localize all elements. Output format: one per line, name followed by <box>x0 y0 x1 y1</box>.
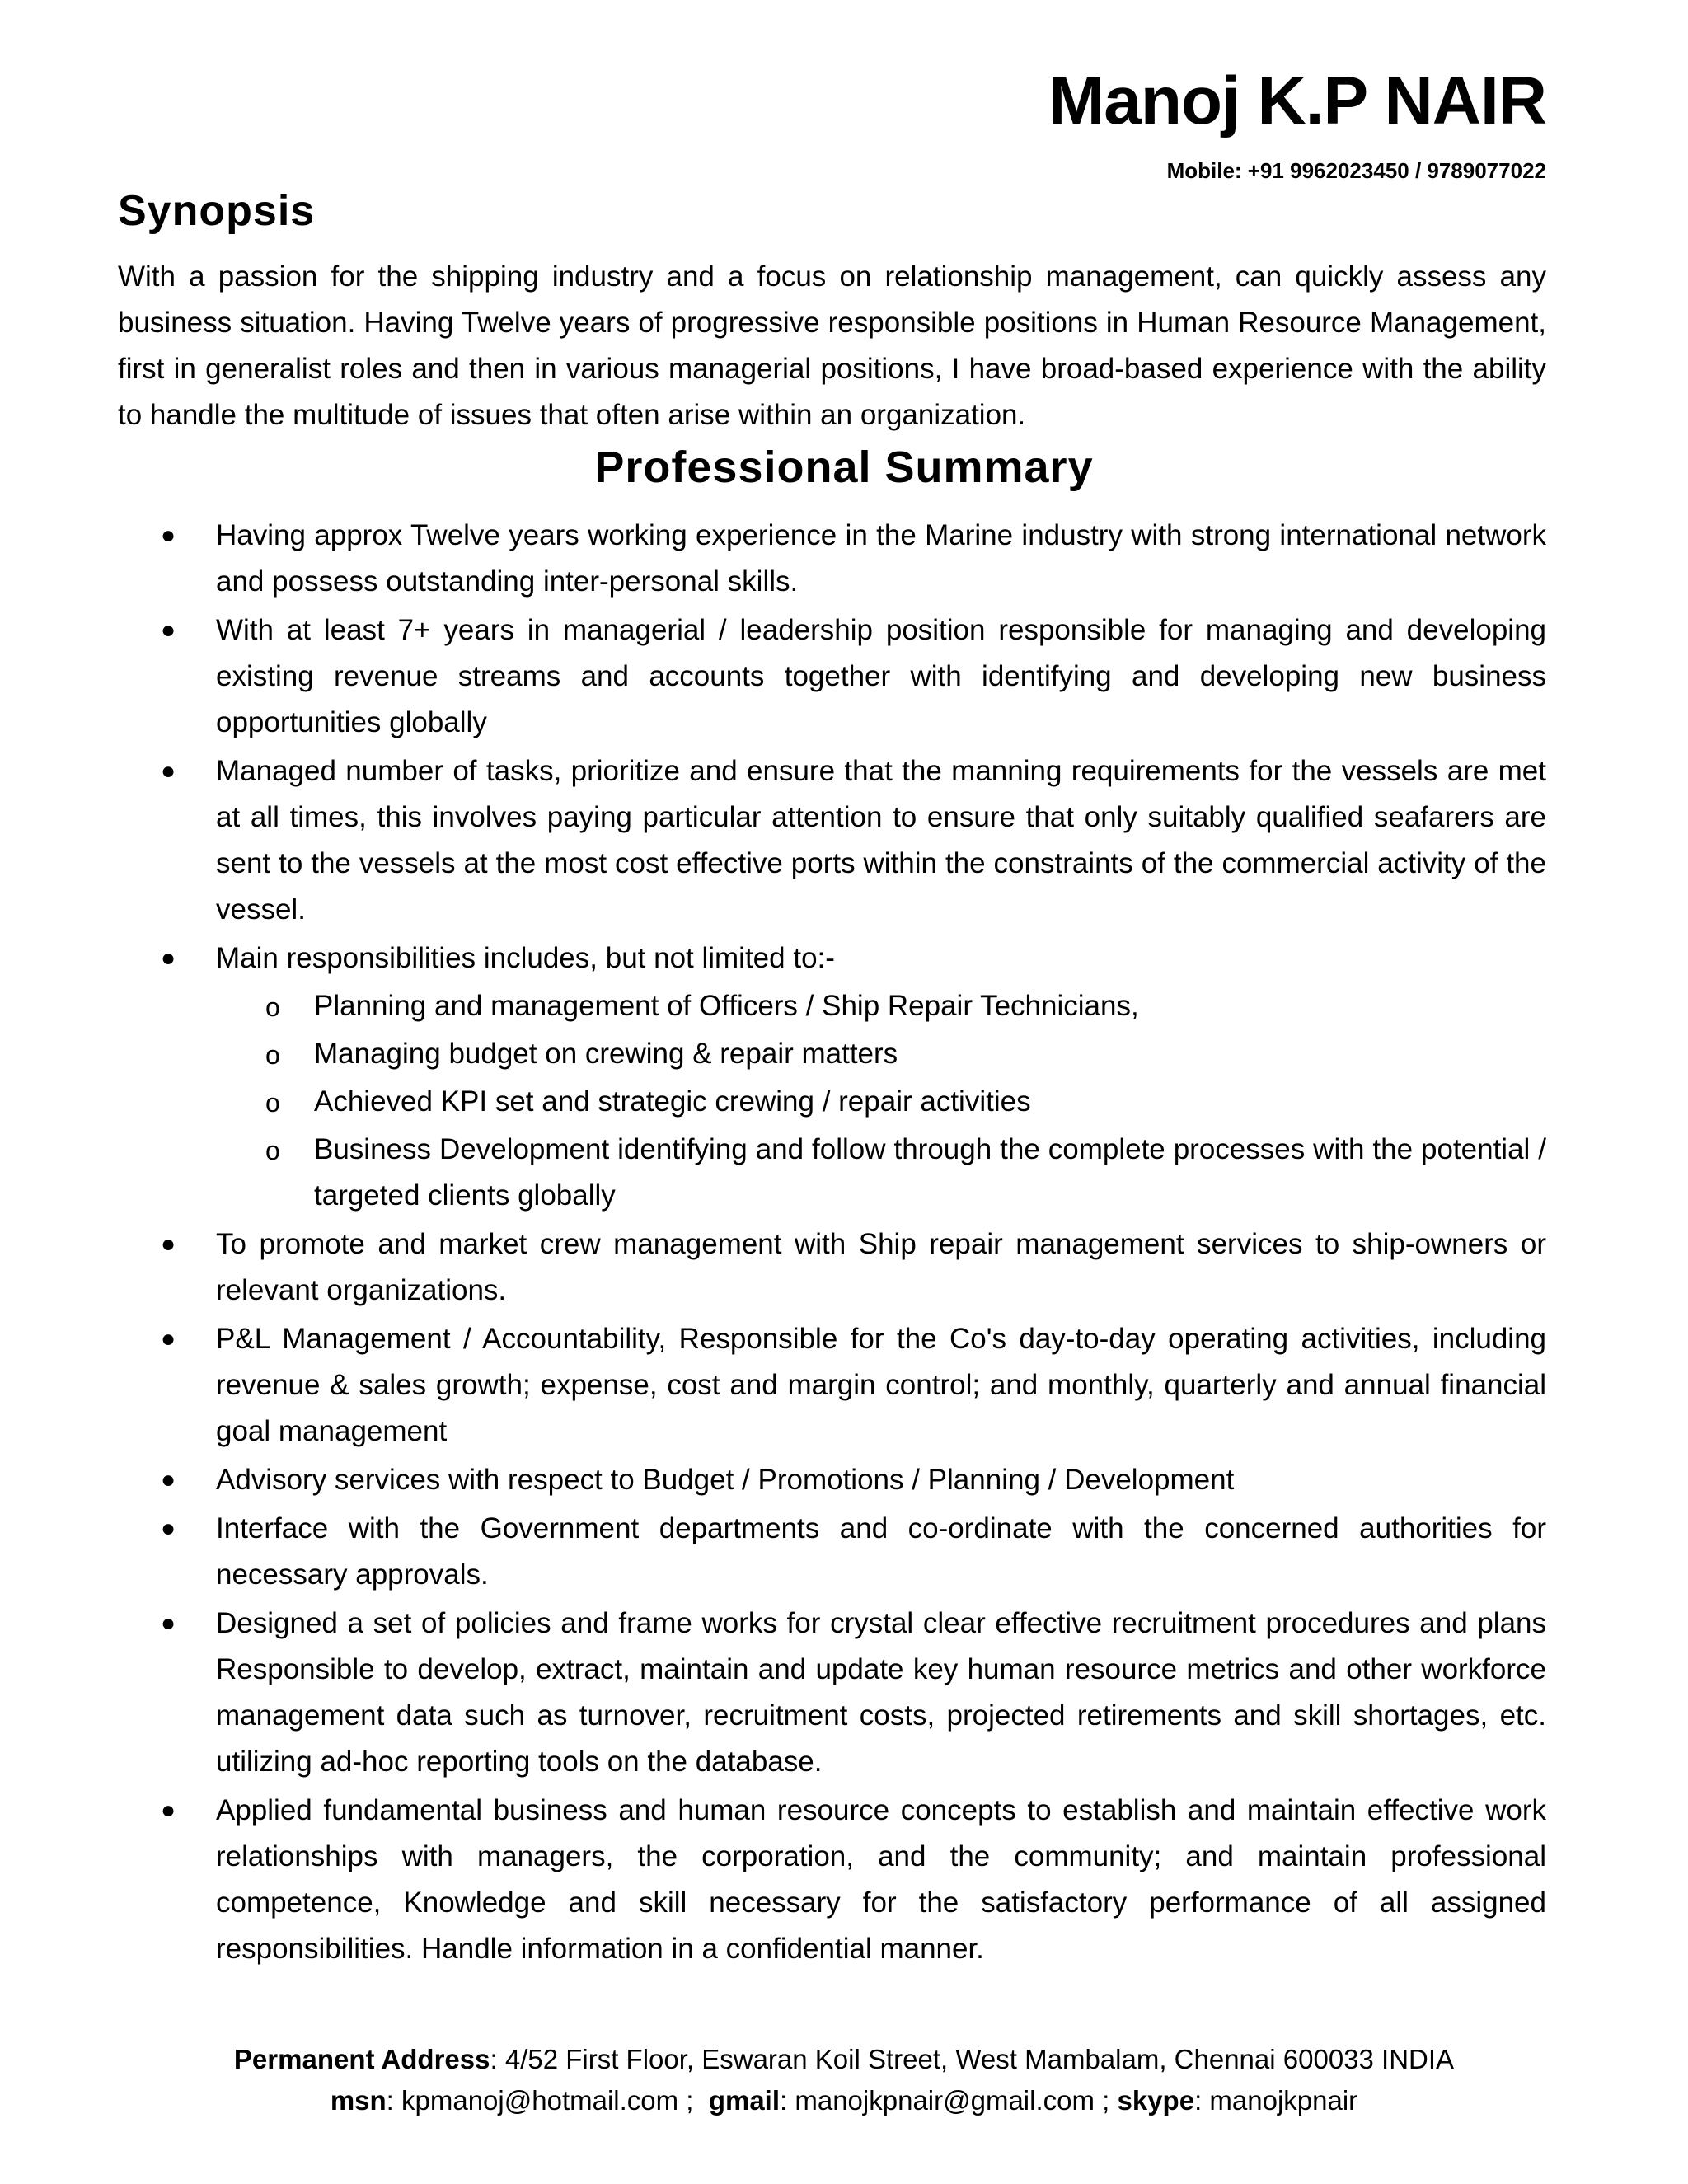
responsibilities-sublist <box>216 983 1546 1219</box>
sub-list-item-text: Achieved KPI set and strategic crewing / repair activities <box>314 1085 1031 1118</box>
gmail-label: gmail <box>708 2085 781 2116</box>
list-item <box>118 1457 1546 1503</box>
msn-value[interactable]: : kpmanoj@hotmail.com ; <box>386 2085 694 2116</box>
mobile-number: Mobile: +91 9962023450 / 9789077022 <box>1166 158 1546 183</box>
bullet-icon: ● <box>161 1466 176 1493</box>
list-item <box>118 935 1546 1219</box>
list-item-text: Applied fundamental business and human resource concepts to establish and maintain effective work relationships with managers, the corporation, and the community; and maintain professional competence, Knowledge and skill necessary for the satisfactory performance of all assigned responsibilities. Handle information in a confidential manner. <box>216 1794 1546 1965</box>
address-value: : 4/52 First Floor, Eswaran Koil Street, West Mambalam, Chennai 600033 INDIA <box>490 2044 1455 2074</box>
skype-value[interactable]: : manojkpnair <box>1194 2085 1358 2116</box>
sub-list-item <box>216 1127 1546 1219</box>
sub-list-item-text: Managing budget on crewing & repair matters <box>314 1038 898 1070</box>
address-label: Permanent Address <box>233 2044 490 2074</box>
list-item <box>118 1221 1546 1314</box>
list-item <box>118 1601 1546 1785</box>
list-item-text: To promote and market crew management with Ship repair management services to ship-owners or relevant organizations. <box>216 1228 1546 1306</box>
contact-line <box>0 2080 1688 2121</box>
list-item-text: Having approx Twelve years working experience in the Marine industry with strong international network and possess outstanding inter-personal skills. <box>216 519 1546 598</box>
list-item <box>118 1506 1546 1598</box>
list-item-text: P&L Management / Accountability, Responsible for the Co's day-to-day operating activities, including revenue & sales growth; expense, cost and margin control; and monthly, quarterly and annual financial goal management <box>216 1323 1546 1447</box>
list-item-text: Advisory services with respect to Budget / Promotions / Planning / Development <box>216 1464 1235 1496</box>
hollow-bullet-icon: o <box>265 992 280 1022</box>
list-item <box>118 513 1546 605</box>
sub-list-item <box>216 1079 1546 1125</box>
hollow-bullet-icon: o <box>265 1040 280 1070</box>
list-item <box>118 1788 1546 1972</box>
sub-list-item-text: Business Development identifying and follow through the complete processes with the potential / targeted clients globally <box>314 1133 1546 1212</box>
list-item-text: Main responsibilities includes, but not limited to:- <box>216 942 835 974</box>
list-item-text: With at least 7+ years in managerial / leadership position responsible for managing and developing existing revenue streams and accounts together with identifying and developing new business opportunities globally <box>216 614 1546 738</box>
bullet-icon: ● <box>161 616 176 644</box>
list-item-text: Interface with the Government departments and co-ordinate with the concerned authorities for necessary approvals. <box>216 1512 1546 1591</box>
bullet-icon: ● <box>161 757 176 785</box>
hollow-bullet-icon: o <box>265 1136 280 1165</box>
bullet-icon: ● <box>161 1610 176 1637</box>
hollow-bullet-icon: o <box>265 1088 280 1118</box>
synopsis-heading: Synopsis <box>118 187 316 235</box>
permanent-address-line <box>0 2039 1688 2080</box>
synopsis-paragraph: With a passion for the shipping industry and a focus on relationship management, can quickly assess any business situation. Having Twelve years of progressive responsible positions in Human Resource Management, first in generalist roles and then in various managerial positions, I have broad-based experience with the ability to handle the multitude of issues that often arise within an organization. <box>118 260 1546 431</box>
sub-list-item <box>216 983 1546 1029</box>
msn-label: msn <box>330 2085 387 2116</box>
bullet-icon: ● <box>161 1797 176 1824</box>
bullet-icon: ● <box>161 944 176 972</box>
gmail-value[interactable]: : manojkpnair@gmail.com ; <box>780 2085 1110 2116</box>
sub-list-item <box>216 1031 1546 1077</box>
skype-label: skype <box>1117 2085 1195 2116</box>
bullet-icon: ● <box>161 1515 176 1542</box>
bullet-icon: ● <box>161 522 176 549</box>
list-item <box>118 1316 1546 1455</box>
list-item-text: Managed number of tasks, prioritize and ensure that the manning requirements for the vessels are met at all times, this involves paying particular attention to ensure that only suitably qualified seafarers are sent to the vessels at the most cost effective ports within the constraints of the commercial activity of the vessel. <box>216 755 1546 926</box>
candidate-name: Manoj K.P NAIR <box>1048 63 1546 138</box>
contact-footer <box>0 2039 1688 2121</box>
sub-list-item-text: Planning and management of Officers / Ship Repair Technicians, <box>314 990 1139 1022</box>
professional-summary-list <box>118 513 1546 1975</box>
bullet-icon: ● <box>161 1325 176 1352</box>
list-item <box>118 748 1546 933</box>
bullet-icon: ● <box>161 1230 176 1258</box>
professional-summary-heading: Professional Summary <box>594 443 1094 492</box>
list-item-text: Designed a set of policies and frame works for crystal clear effective recruitment procedures and plans Responsible to develop, extract, maintain and update key human resource metrics and other workforce management data such as turnover, recruitment costs, projected retirements and skill shortages, etc. utilizing ad-hoc reporting tools on the database. <box>216 1607 1546 1778</box>
list-item <box>118 607 1546 746</box>
